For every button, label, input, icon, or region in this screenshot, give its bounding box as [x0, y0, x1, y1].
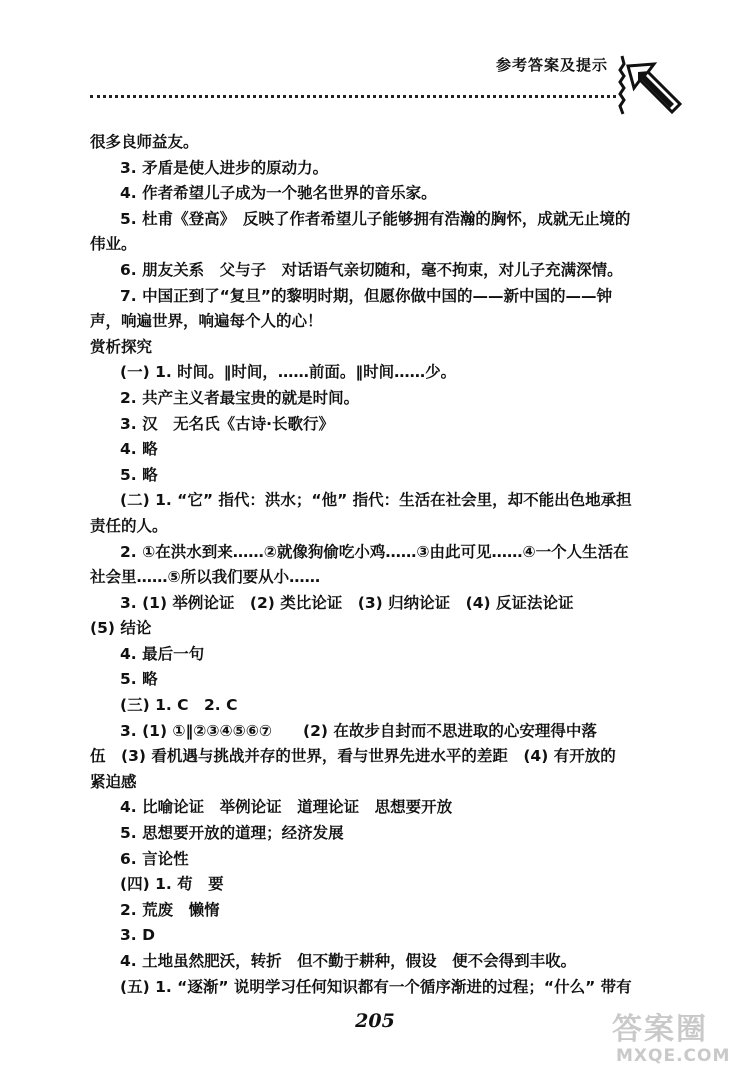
text-line: (二) 1. “它” 指代：洪水；“他” 指代：生活在社会里，却不能出色地承担 — [120, 491, 632, 510]
text-line: 3. (1) 举例论证 (2) 类比论证 (3) 归纳论证 (4) 反证法论证 — [120, 593, 574, 612]
text-line: (四) 1. 苟 要 — [120, 875, 224, 894]
text-line: 3. 矛盾是使人进步的原动力。 — [120, 158, 329, 177]
text-line: 5. 杜甫《登高》 反映了作者希望儿子能够拥有浩瀚的胸怀，成就无止境的 — [120, 209, 631, 228]
arrow-icon — [614, 50, 684, 120]
text-line: 紧迫感 — [90, 772, 137, 791]
page-number: 205 — [355, 1010, 395, 1032]
text-line: 2. 荒废 懒惰 — [120, 900, 220, 919]
text-line: (三) 1. C 2. C — [120, 696, 238, 715]
text-line: 4. 比喻论证 举例论证 道理论证 思想要开放 — [120, 798, 453, 817]
text-line: 2. ①在洪水到来……②就像狗偷吃小鸡……③由此可见……④一个人生活在 — [120, 542, 629, 561]
text-line: 3. D — [120, 926, 155, 945]
watermark-logo — [610, 1000, 745, 1072]
text-line: 2. 共产主义者最宝贵的就是时间。 — [120, 388, 360, 407]
text-line: 责任的人。 — [90, 516, 168, 535]
text-line: 4. 作者希望儿子成为一个驰名世界的音乐家。 — [120, 184, 437, 203]
watermark-text: 答案圈 — [612, 1012, 708, 1047]
text-line: (5) 结论 — [90, 619, 152, 638]
text-line: 6. 朋友关系 父与子 对话语气亲切随和，毫不拘束，对儿子充满深情。 — [120, 260, 623, 279]
text-line: 4. 略 — [120, 440, 158, 459]
text-line: 7. 中国正到了“复旦”的黎明时期，但愿你做中国的——新中国的——钟 — [120, 286, 612, 305]
header-dotted-rule — [90, 95, 616, 98]
text-line: (一) 1. 时间。‖时间，……前面。‖时间……少。 — [120, 363, 457, 382]
text-line: 5. 思想要开放的道理；经济发展 — [120, 824, 344, 843]
text-line: 6. 言论性 — [120, 849, 189, 868]
text-line: 社会里……⑤所以我们要从小…… — [90, 568, 321, 587]
watermark-url: MXQE.COM — [616, 1046, 731, 1066]
text-line: 5. 略 — [120, 670, 158, 689]
text-line: 伟业。 — [90, 235, 137, 254]
section-heading: 赏析探究 — [90, 337, 153, 356]
text-line: 很多良师益友。 — [90, 133, 199, 151]
answer-text — [90, 130, 660, 1000]
text-line: 4. 最后一句 — [120, 644, 205, 663]
text-line: 声，响遍世界，响遍每个人的心！ — [90, 312, 323, 331]
text-line: (五) 1. “逐渐” 说明学习任何知识都有一个循序渐进的过程；“什么” 带有 — [120, 977, 632, 996]
text-line: 3. (1) ①‖②③④⑤⑥⑦ (2) 在故步自封而不思进取的心安理得中落 — [120, 721, 597, 740]
text-line: 伍 (3) 看机遇与挑战并存的世界，看与世界先进水平的差距 (4) 有开放的 — [90, 747, 616, 766]
text-line: 5. 略 — [120, 465, 158, 484]
text-line: 3. 汉 无名氏《古诗·长歌行》 — [120, 414, 334, 433]
text-line: 4. 土地虽然肥沃，转折 但不勤于耕种，假设 便不会得到丰收。 — [120, 952, 577, 970]
header-title: 参考答案及提示 — [496, 56, 609, 74]
